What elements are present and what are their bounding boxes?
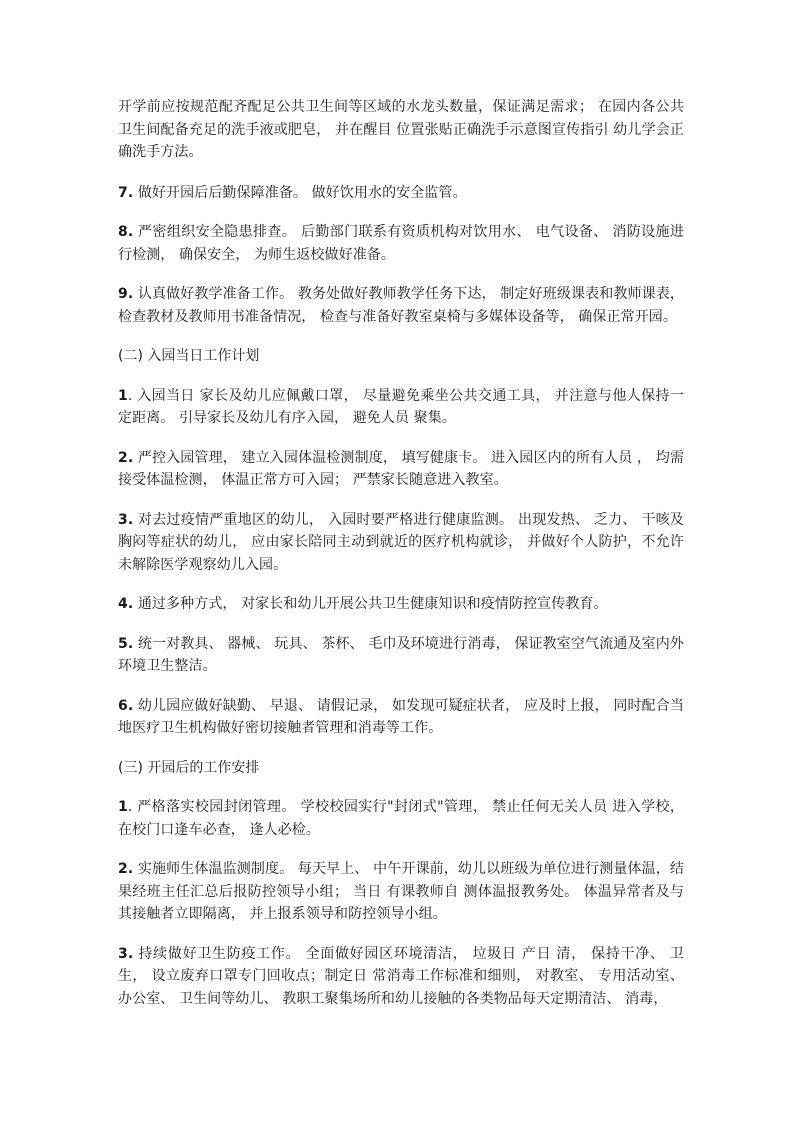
item-number: 2. [118,449,134,466]
paragraph-text: 开学前应按规范配齐配足公共卫生间等区域的水龙头数量，保证满足需求； 在园内各公共卫生间配备充足的洗手液或肥皂， 并在醒目 位置张贴正确洗手示意图宣传指引 幼儿学会正确洗手方法。 [118,99,684,160]
item-number: 5. [118,635,134,652]
item-number: 9. [118,286,134,302]
paragraph-text: 认真做好教学准备工作。 教务处做好教师教学任务下达， 制定好班级课表和教师课表，检查教材及教师用书准备情况， 检查与准备好教室桌椅与多媒体设备等， 确保正常开园。 [118,286,684,325]
item-number: 7. [118,184,134,201]
paragraph-item-8 [118,221,684,266]
section2-item-1 [118,385,684,430]
section3-item-3 [118,943,684,1011]
paragraph-text: 统一对教具、 器械、 玩具、 茶杯、 毛巾及环境进行消毒， 保证教室空气流通及室内外环境卫生整洁。 [118,635,684,674]
section3-item-2 [118,858,684,926]
item-number: 3. [118,945,134,962]
item-number: 4. [118,596,134,612]
section2-item-3 [118,509,684,577]
document-page [118,96,684,1027]
item-number: 2. [118,861,134,877]
paragraph-text: . 入园当日 家长及幼儿应佩戴口罩， 尽量避免乘坐公共交通工具， 并注意与他人保持一定距离。 引导家长及幼儿有序入园， 避免人员 聚集。 [118,387,684,426]
paragraph-text: 通过多种方式， 对家长和幼儿开展公共卫生健康知识和疫情防控宣传教育。 [133,596,608,612]
paragraph-item-9 [118,283,684,328]
item-number: 8. [118,224,134,240]
section-heading-2: (二) 入园当日工作计划 [118,348,260,364]
section3-item-1 [118,796,684,841]
item-number: 1 [118,387,128,404]
section2-item-4 [118,593,684,616]
paragraph-text: 严密组织安全隐患排查。 后勤部门联系有资质机构对饮用水、 电气设备、 消防设施进行检测， 确保安全， 为师生返校做好准备。 [118,224,684,263]
item-number: 3. [118,511,134,528]
paragraph-text: 做好开园后后勤保障准备。 做好饮用水的安全监管。 [133,184,467,201]
section2-item-6 [118,695,684,740]
item-number: 6. [118,697,134,714]
paragraph-intro [118,96,684,164]
paragraph-text: 严控入园管理， 建立入园体温检测制度， 填写健康卡。 进入园区内的所有人员 ， 均需接受体温检测， 体温正常方可入园； 严禁家长随意进入教室。 [118,449,684,488]
paragraph-item-7 [118,182,684,205]
section2-item-5 [118,633,684,678]
section2-item-2 [118,447,684,492]
paragraph-text: 对去过疫情严重地区的幼儿， 入园时要严格进行健康监测。 出现发热、 乏力、 干咳及胸闷等症状的幼儿， 应由家长陪同主动到就近的医疗机构就诊， 并做好个人防护，不允许未解除医学观察幼儿入园。 [118,511,684,573]
paragraph-text: . 严格落实校园封闭管理。 学校校园实行"封闭式"管理， 禁止任何无关人员 进入学校，在校门口逢车必查， 逢人必检。 [118,799,684,838]
paragraph-text: 持续做好卫生防疫工作。 全面做好园区环境清洁， 垃圾日 产日 清， 保持干净、 卫生， 设立废弃口罩专门回收点；制定日 常消毒工作标准和细则， 对教室、 专用活动室、办公室、 卫生间等幼儿、 教职工聚集场所和幼儿接触的各类物品每天定期清洁、 消毒， [118,945,684,1007]
item-number: 1 [118,799,128,815]
section-heading-3: (三) 开园后的工作安排 [118,759,260,776]
paragraph-text: 幼儿园应做好缺勤、 早退、 请假记录， 如发现可疑症状者， 应及时上报， 同时配合当地医疗卫生机构做好密切接触者管理和消毒等工作。 [118,697,684,736]
paragraph-text: 实施师生体温监测制度。 每天早上、 中午开课前，幼儿以班级为单位进行测量体温，结果经班主任汇总后报防控领导小组； 当日 有课教师自 测体温报教务处。 体温异常者及与其接触者立即隔离， 并上报系领导和防控领导小组。 [118,861,684,922]
